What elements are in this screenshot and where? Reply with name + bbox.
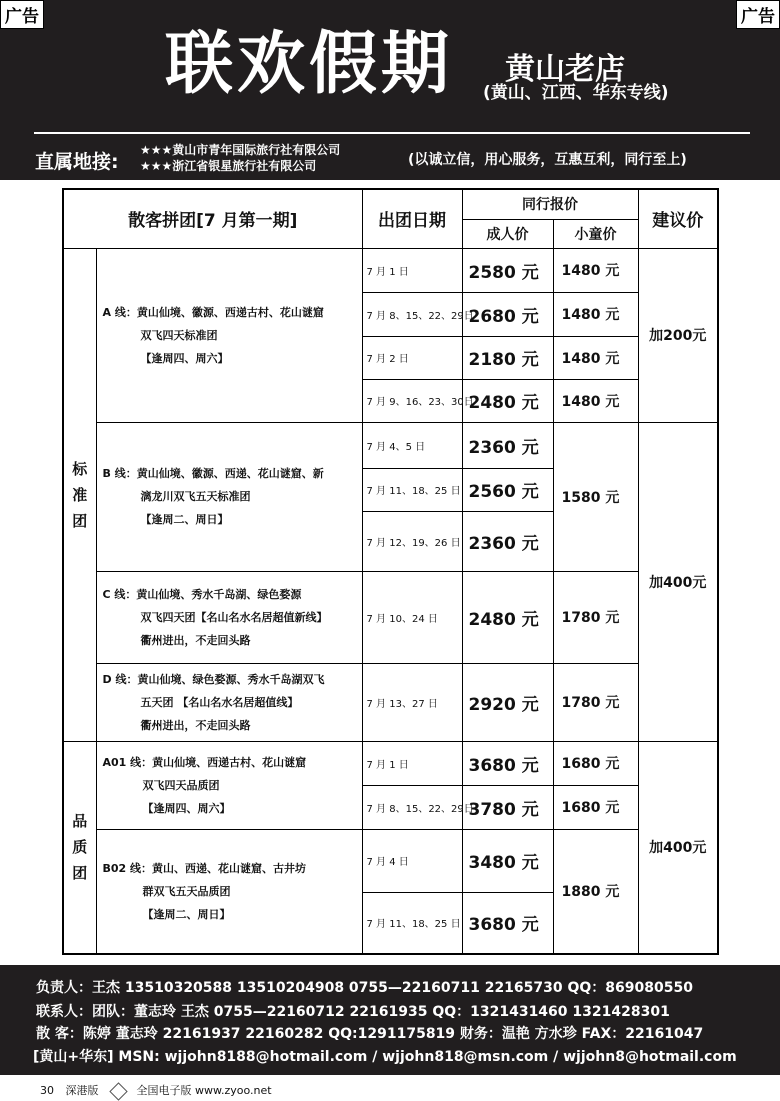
departure-date: 7 月 1 日: [362, 248, 462, 292]
route-c: [96, 571, 362, 663]
route-line: B 线：黄山仙境、徽源、西递、花山谜窟、新: [102, 467, 324, 480]
site-label: 全国电子版 www.zyoo.net: [136, 1084, 272, 1097]
adult-price: 2480 元: [462, 379, 553, 422]
adult-price: 2560 元: [462, 468, 553, 511]
departure-date: 7 月 8、15、22、29日: [362, 785, 462, 829]
child-price: 1480 元: [553, 379, 638, 422]
adult-price: 2360 元: [462, 422, 553, 468]
departure-date: 7 月 4、5 日: [362, 422, 462, 468]
contact-line-team: 联系人：团队：董志玲 王杰 0755—22160712 22161935 QQ：1321431460 1321428301: [36, 1004, 670, 1020]
adult-price: 2920 元: [462, 663, 553, 741]
agency-name-1: ★★★黄山市青年国际旅行社有限公司: [140, 143, 341, 157]
departure-date: 7 月 12、19、26 日: [362, 511, 462, 571]
route-a01: [96, 741, 362, 829]
child-price: 1780 元: [553, 663, 638, 741]
suggested-price: 加400元: [638, 422, 718, 741]
table-row: [63, 663, 718, 741]
adult-price: 2480 元: [462, 571, 553, 663]
col-header-tour: 散客拼团[7 月第一期]: [63, 189, 362, 248]
adult-price: 2680 元: [462, 292, 553, 336]
suggested-price: 加200元: [638, 248, 718, 422]
edition-label: 深港版: [65, 1084, 99, 1097]
route-line: 双飞四天品质团: [142, 778, 220, 792]
child-price: 1880 元: [553, 829, 638, 954]
route-line: 五天团 【名山名水名居超值线】: [140, 695, 299, 709]
table-header-row: [63, 189, 718, 219]
route-line: 衢州进出，不走回头路: [140, 718, 251, 732]
direct-affiliate-label: 直属地接:: [35, 151, 119, 173]
departure-date: 7 月 9、16、23、30日: [362, 379, 462, 422]
child-price: 1580 元: [553, 422, 638, 571]
route-line: 【逢周二、周日】: [142, 907, 231, 921]
child-price: 1480 元: [553, 336, 638, 379]
contact-line-individual: 散 客：陈婷 董志玲 22161937 22160282 QQ:1291175819 财务：温艳 方水珍 FAX：22161047: [36, 1026, 704, 1042]
child-price: 1480 元: [553, 248, 638, 292]
col-header-suggested: 建议价: [638, 189, 718, 248]
route-a: [96, 248, 362, 422]
route-line: 【逢周四、周六】: [142, 801, 231, 815]
departure-date: 7 月 2 日: [362, 336, 462, 379]
table-row: [63, 422, 718, 468]
group-label-char: 团: [72, 511, 88, 530]
route-b: [96, 422, 362, 571]
departure-date: 7 月 11、18、25 日: [362, 892, 462, 954]
route-line: D 线：黄山仙境、绿色婺源、秀水千岛湖双飞: [102, 672, 325, 686]
group-label-char: 质: [72, 838, 88, 857]
departure-date: 7 月 11、18、25 日: [362, 468, 462, 511]
col-header-peer-price: 同行报价: [462, 189, 638, 219]
departure-date: 7 月 4 日: [362, 829, 462, 892]
col-header-date: 出团日期: [362, 189, 462, 248]
header-banner: [0, 0, 780, 180]
col-header-child: 小童价: [553, 219, 638, 248]
contact-line-msn: [黄山+华东] MSN: wjjohn8188@hotmail.com / wjjohn818@msn.com / wjjohn8@hotmail.com: [33, 1049, 737, 1065]
child-price: 1680 元: [553, 741, 638, 785]
col-header-adult: 成人价: [462, 219, 553, 248]
agency-name-2: ★★★浙江省银星旅行社有限公司: [140, 159, 317, 173]
route-line: C 线：黄山仙境、秀水千岛湖、绿色婺源: [102, 587, 302, 601]
departure-date: 7 月 1 日: [362, 741, 462, 785]
adult-price: 3680 元: [462, 892, 553, 954]
adult-price: 3680 元: [462, 741, 553, 785]
table-row: [63, 248, 718, 292]
departure-date: 7 月 13、27 日: [362, 663, 462, 741]
group-label-standard: [63, 248, 96, 741]
adult-price: 3480 元: [462, 829, 553, 892]
group-label-quality: [63, 741, 96, 954]
brand-title: 联欢假期: [165, 24, 454, 104]
route-line: A01 线：黄山仙境、西递古村、花山谜窟: [102, 755, 307, 769]
route-line: 【逢周二、周日】: [140, 513, 229, 526]
route-line: A 线：黄山仙境、徽源、西递古村、花山谜窟: [102, 305, 324, 319]
header-divider: [34, 132, 750, 134]
route-line: 群双飞五天品质团: [142, 884, 231, 898]
motto: (以诚立信，用心服务，互惠互利，同行至上): [408, 152, 687, 168]
diamond-icon: [109, 1082, 127, 1100]
shop-scope: (黄山、江西、华东专线): [483, 83, 669, 103]
route-line: 衢州进出，不走回头路: [140, 633, 251, 647]
adult-price: 2580 元: [462, 248, 553, 292]
group-label-char: 准: [72, 485, 88, 504]
route-line: 双飞四天团【名山名水名居超值新线】: [140, 610, 328, 624]
adult-price: 2180 元: [462, 336, 553, 379]
contact-line-manager: 负责人：王杰 13510320588 13510204908 0755—22160711 22165730 QQ：869080550: [36, 980, 693, 996]
route-b02: [96, 829, 362, 954]
child-price: 1480 元: [553, 292, 638, 336]
route-line: 双飞四天标准团: [140, 328, 218, 342]
suggested-price: 加400元: [638, 741, 718, 954]
departure-date: 7 月 10、24 日: [362, 571, 462, 663]
ad-label-right: 广告: [736, 0, 780, 29]
adult-price: 2360 元: [462, 511, 553, 571]
child-price: 1680 元: [553, 785, 638, 829]
contact-footer: [0, 965, 780, 1075]
page-footer: [40, 1082, 280, 1098]
table-row: [63, 829, 718, 892]
adult-price: 3780 元: [462, 785, 553, 829]
group-label-char: 品: [72, 812, 88, 831]
table-row: [63, 741, 718, 785]
shop-name: 黄山老店: [505, 52, 625, 87]
route-line: 【逢周四、周六】: [140, 351, 229, 365]
price-table: [62, 188, 719, 955]
route-d: [96, 663, 362, 741]
table-row: [63, 571, 718, 663]
page-number: 30: [40, 1084, 54, 1097]
group-label-char: 团: [72, 864, 88, 883]
route-line: B02 线：黄山、西递、花山谜窟、古井坊: [102, 861, 307, 875]
route-line: 漓龙川双飞五天标准团: [140, 490, 251, 503]
departure-date: 7 月 8、15、22、29日: [362, 292, 462, 336]
group-label-char: 标: [72, 459, 88, 478]
child-price: 1780 元: [553, 571, 638, 663]
ad-label-left: 广告: [0, 0, 44, 29]
